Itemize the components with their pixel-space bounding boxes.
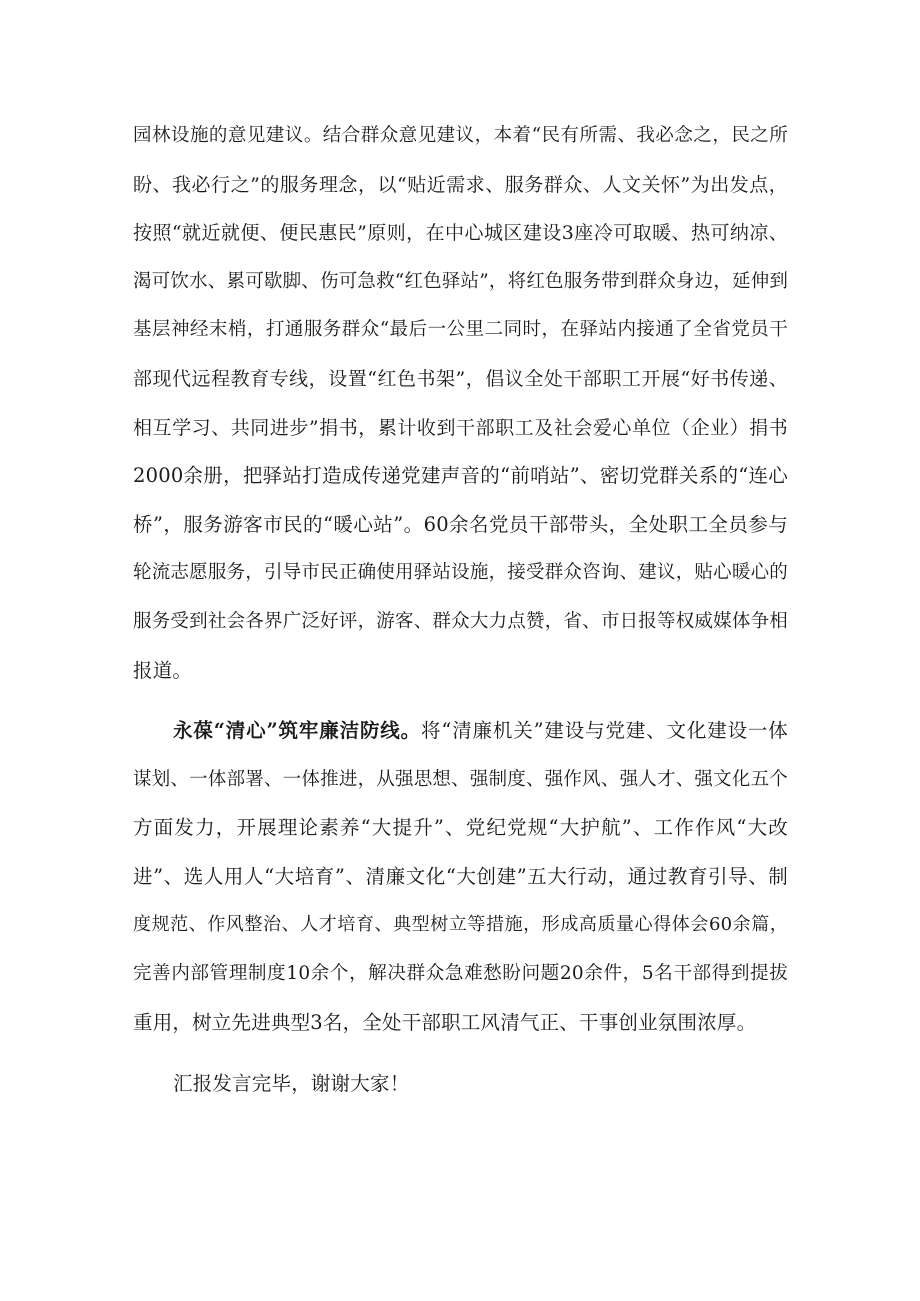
paragraph-line: 部现代远程教育专线，设置“红色书架”，倡议全处干部职工开展“好书传递、 — [133, 367, 788, 390]
paragraph-line: 方面发力，开展理论素养“大提升”、党纪党规“大护航”、工作作风“大改 — [133, 816, 788, 840]
paragraph-line: 完善内部管理制度10余个，解决群众急难愁盼问题20余件，5名干部得到提拔 — [133, 962, 788, 984]
paragraph-closing — [133, 1060, 788, 1109]
paragraph-line: 渴可饮水、累可歇脚、伤可急救“红色驿站”，将红色服务带到群众身边，延伸到 — [133, 270, 789, 292]
paragraph-line: 进”、选人用人“大培育”、清廉文化“大创建”五大行动，通过教育引导、制 — [133, 864, 788, 888]
paragraph-red-station — [133, 112, 788, 695]
paragraph-line: 服务受到社会各界广泛好评，游客、群众大力点赞，省、市日报等权威媒体争相 — [133, 610, 788, 632]
closing-line: 汇报发言完毕，谢谢大家！ — [173, 1072, 410, 1095]
paragraph-line: 报道。 — [133, 658, 193, 682]
paragraph-first-line-text: 将“清廉机关”建设与党建、文化建设一体 — [421, 719, 788, 742]
paragraph-line: 度规范、作风整治、人才培育、典型树立等措施，形成高质量心得体会60余篇， — [133, 914, 788, 936]
paragraph-line: 盼、我必行之”的服务理念，以“贴近需求、服务群众、人文关怀”为出发点， — [133, 173, 788, 196]
paragraph-line: 桥”，服务游客市民的“暖心站”。60余名党员干部带头，全处职工全员参与 — [133, 512, 788, 536]
paragraph-clean-government — [133, 707, 788, 1047]
paragraph-line: 重用，树立先进典型3名，全处干部职工风清气正、干事创业氛围浓厚。 — [133, 1010, 757, 1034]
paragraph-line: 2000余册，把驿站打造成传递党建声音的“前哨站”、密切党群关系的“连心 — [133, 464, 788, 488]
paragraph-lead-heading: 永葆“清心”筑牢廉洁防线。 — [173, 719, 422, 742]
paragraph-line: 谋划、一体部署、一体推进，从强思想、强制度、强作风、强人才、强文化五个 — [133, 768, 788, 790]
paragraph-line: 园林设施的意见建议。结合群众意见建议，本着“民有所需、我必念之，民之所 — [133, 125, 788, 146]
paragraph-line: 相互学习、共同进步”捐书，累计收到干部职工及社会爱心单位（企业）捐书 — [133, 416, 788, 439]
paragraph-line: 轮流志愿服务，引导市民正确使用驿站设施，接受群众咨询、建议，贴心暖心的 — [133, 562, 788, 584]
paragraph-line: 基层神经末梢，打通服务群众“最后一公里二同时，在驿站内接通了全省党员干 — [133, 319, 788, 341]
paragraph-line: 按照“就近就便、便民惠民”原则，在中心城区建设3座冷可取暖、热可纳凉、 — [133, 222, 788, 245]
paragraph-first-line — [133, 707, 788, 756]
